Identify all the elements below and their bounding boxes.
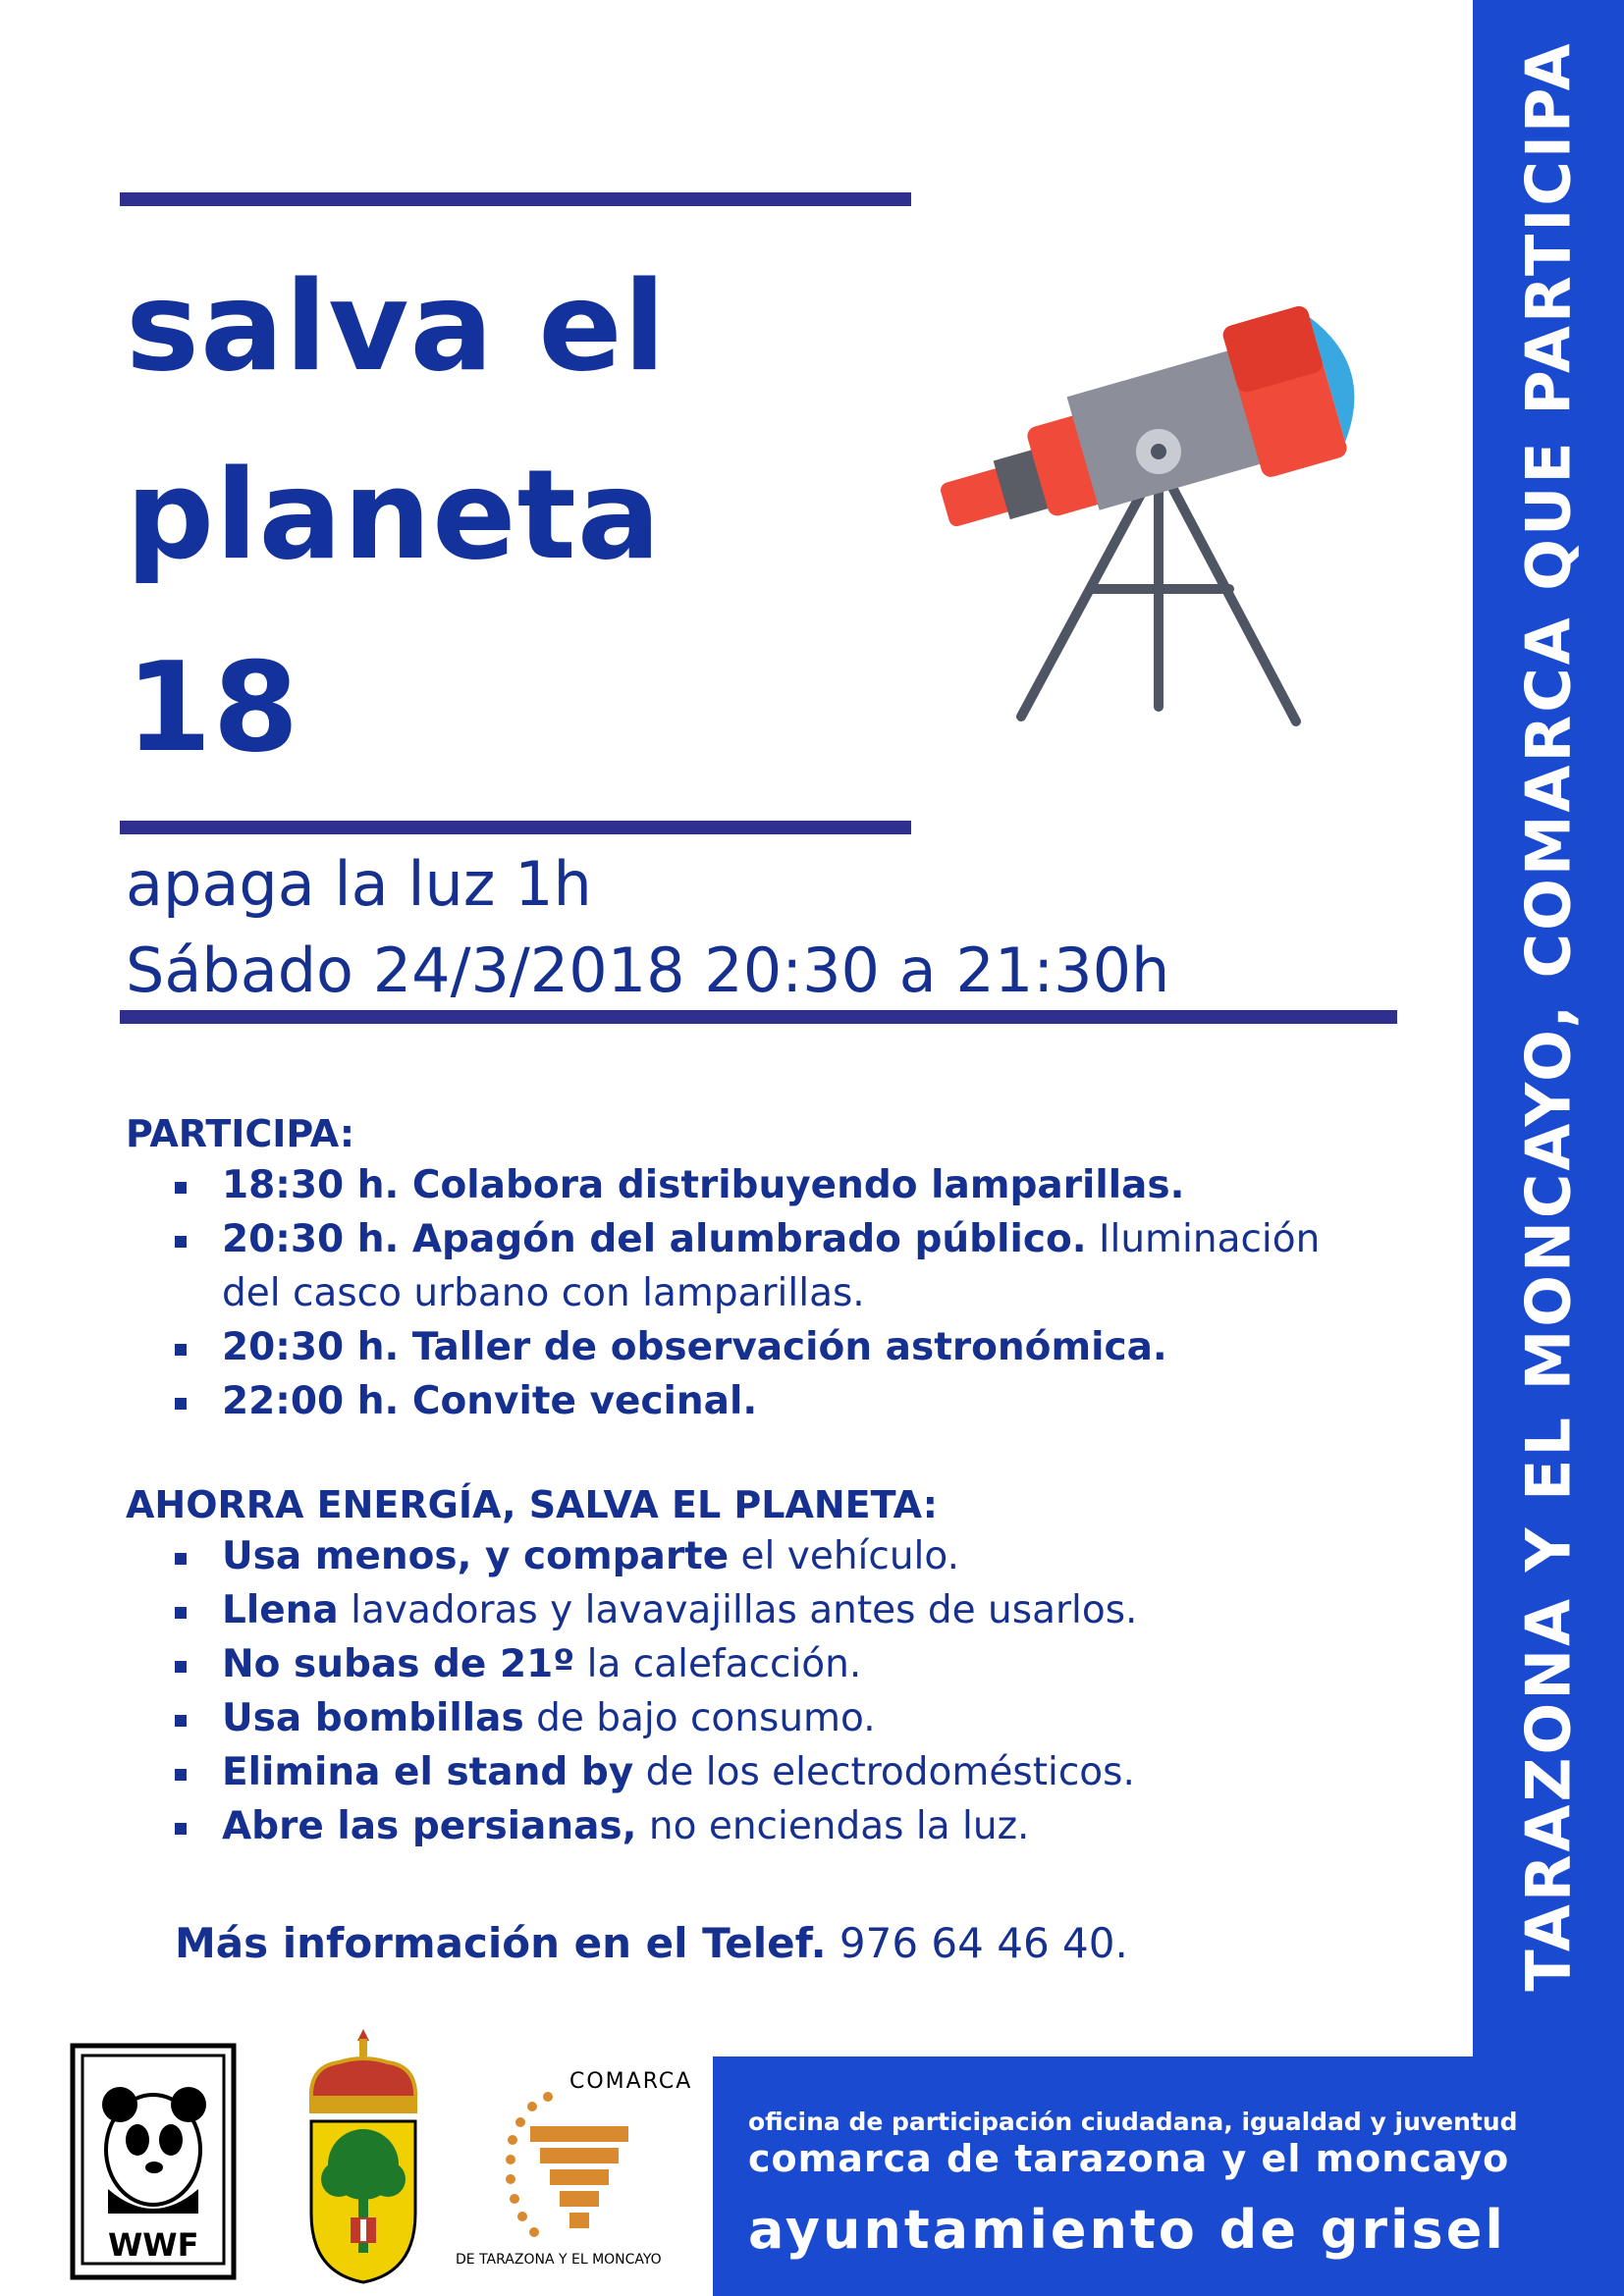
grisel-coat-of-arms bbox=[299, 2027, 427, 2291]
title-top-rule bbox=[120, 192, 911, 206]
contact-info: Más información en el Telef. 976 64 46 40. bbox=[175, 1919, 1128, 1967]
footer-box bbox=[713, 2056, 1624, 2296]
wwf-text: WWF bbox=[108, 2226, 199, 2264]
wwf-logo bbox=[69, 2042, 245, 2287]
comarca-logo bbox=[452, 2042, 697, 2287]
subtitle-bottom-rule bbox=[120, 1010, 1397, 1024]
list-item: 20:30 h. Apagón del alumbrado público. Iluminación del casco urbano con lamparillas. bbox=[175, 1212, 1320, 1320]
list-item: Llena lavadoras y lavavajillas antes de usarlos. bbox=[175, 1583, 1137, 1637]
participa-list bbox=[175, 1158, 1320, 1428]
telescope-illustration bbox=[923, 255, 1394, 746]
list-item: 18:30 h. Colabora distribuyendo lamparillas. bbox=[175, 1158, 1320, 1212]
ahorra-list bbox=[175, 1529, 1137, 1853]
list-item: Usa menos, y comparte el vehículo. bbox=[175, 1529, 1137, 1583]
participa-heading: PARTICIPA: bbox=[126, 1112, 355, 1155]
comarca-logo-bottom-text: DE TARAZONA Y EL MONCAYO bbox=[456, 2252, 662, 2268]
list-item: 22:00 h. Convite vecinal. bbox=[175, 1374, 1320, 1428]
footer-comarca-line: comarca de tarazona y el moncayo bbox=[748, 2137, 1510, 2180]
list-item: Usa bombillas de bajo consumo. bbox=[175, 1691, 1137, 1745]
title-line-1: salva el bbox=[126, 254, 667, 399]
side-banner-text: TARAZONA Y EL MONCAYO, COMARCA QUE PARTICIPA bbox=[1512, 40, 1585, 1992]
list-item: 20:30 h. Taller de observación astronómica. bbox=[175, 1320, 1320, 1374]
title-bottom-rule bbox=[120, 821, 911, 834]
footer-office-line: oficina de participación ciudadana, igualdad y juventud bbox=[748, 2108, 1518, 2136]
title-line-3: 18 bbox=[126, 635, 300, 779]
comarca-logo-top-text: COMARCA bbox=[569, 2069, 693, 2094]
list-item: No subas de 21º la calefacción. bbox=[175, 1637, 1137, 1691]
side-banner bbox=[1473, 0, 1624, 2071]
list-item: Elimina el stand by de los electrodomésticos. bbox=[175, 1745, 1137, 1799]
subtitle-line-1: apaga la luz 1h bbox=[126, 848, 592, 920]
subtitle-line-2: Sábado 24/3/2018 20:30 a 21:30h bbox=[126, 934, 1170, 1006]
list-item: Abre las persianas, no enciendas la luz. bbox=[175, 1799, 1137, 1853]
coat-of-arms-icon bbox=[299, 2027, 427, 2287]
title-line-2: planeta bbox=[126, 443, 662, 587]
footer-ayuntamiento-line: ayuntamiento de grisel bbox=[748, 2199, 1506, 2261]
ahorra-heading: AHORRA ENERGÍA, SALVA EL PLANETA: bbox=[126, 1483, 938, 1526]
